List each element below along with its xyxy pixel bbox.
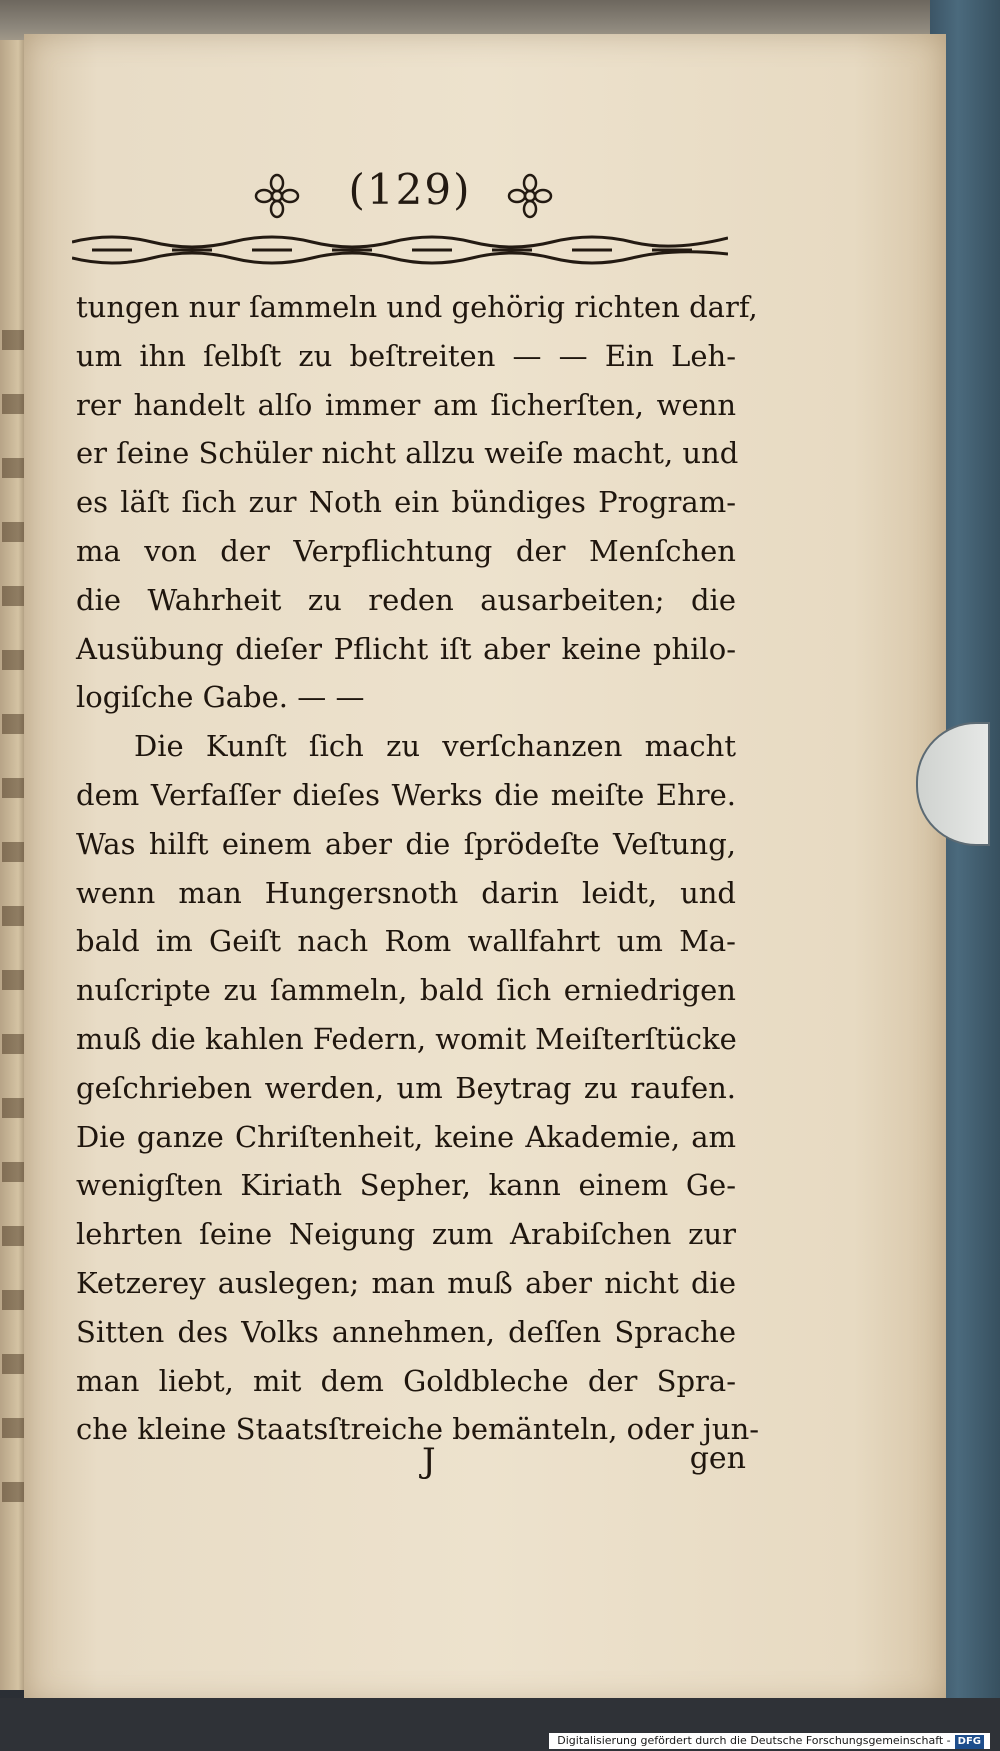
text-line: rer handelt alſo immer am ſicherſten, wenn [76,387,736,422]
facing-page-edge [0,40,26,1690]
text-line: um ihn ſelbſt zu beſtreiten — — Ein Leh- [76,338,736,373]
text-line: che kleine Staatsſtreiche bemänteln, oder jun- [76,1412,760,1447]
text-line: Die Kunſt ſich zu verſchanzen macht [134,729,736,764]
text-line: bald im Geiſt nach Rom wallfahrt um Ma- [76,924,736,959]
flower-ornament-icon [254,173,300,219]
text-line: er ſeine Schüler nicht allzu weiſe macht, und [76,436,739,471]
catchword: gen [689,1441,746,1476]
text-line: muß die kahlen Federn, womit Meiſterſtücke [76,1021,737,1056]
signature-mark: J [422,1441,436,1481]
text-line: man liebt, mit dem Goldbleche der Spra- [76,1363,736,1398]
text-line: dem Verfaſſer dieſes Werks die meiſte Ehre. [76,777,736,812]
dfg-logo: DFG [955,1735,984,1749]
text-line: tungen nur ſammeln und gehörig richten darf, [76,290,758,324]
text-line: wenigſten Kiriath Sepher, kann einem Ge- [76,1168,736,1203]
decorative-rule [72,228,728,272]
text-line: Ketzerey auslegen; man muß aber nicht die [76,1265,736,1300]
page-header [0,165,1000,235]
text-line: nuſcripte zu ſammeln, bald ſich erniedrigen [76,973,736,1008]
text-line: ma von der Verpflichtung der Menſchen [76,533,736,568]
credit-text: Digitalisierung gefördert durch die Deutsche Forschungsgemeinschaft - [557,1734,951,1747]
text-line: Die ganze Chriſtenheit, keine Akademie, am [76,1119,736,1154]
page-number: (129) [348,165,472,214]
text-line: die Wahrheit zu reden ausarbeiten; die [76,582,736,617]
digitization-credit [549,1733,990,1749]
text-line: es läſt ſich zur Noth ein bündiges Program- [76,485,736,520]
body-text [76,283,760,1454]
text-line: Ausübung dieſer Pflicht iſt aber keine philo- [76,631,736,666]
text-line: lehrten ſeine Neigung zum Arabiſchen zur [76,1217,736,1252]
text-line: logiſche Gabe. — — [76,680,365,715]
text-line: Was hilft einem aber die ſprödeſte Veſtung, [76,826,736,861]
text-line: wenn man Hungersnoth darin leidt, und [76,875,736,910]
facing-page-text-fragments [2,300,24,1540]
text-line: geſchrieben werden, um Beytrag zu raufen. [76,1070,736,1105]
flower-ornament-icon [507,173,553,219]
page-footer [76,1441,746,1491]
text-line: Sitten des Volks annehmen, deſſen Sprache [76,1314,736,1349]
